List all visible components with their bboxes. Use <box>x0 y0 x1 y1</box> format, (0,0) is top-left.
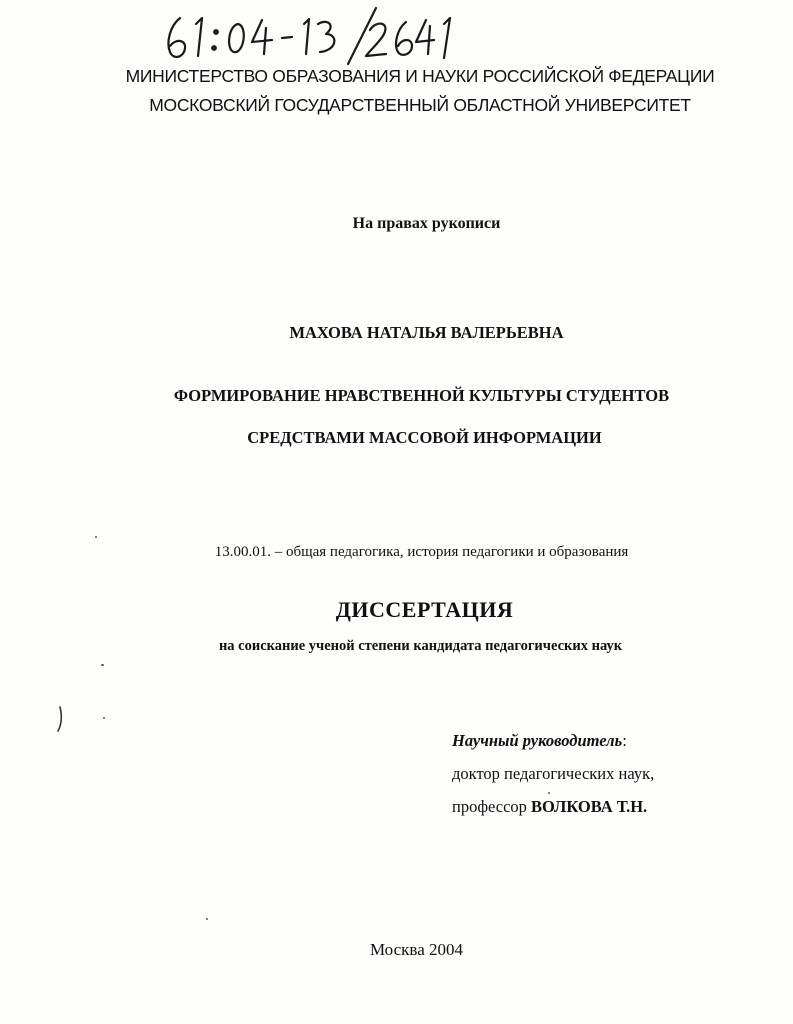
supervisor-block <box>452 724 654 823</box>
manuscript-note: На правах рукописи <box>352 215 501 232</box>
city-year: Москва 2004 <box>369 940 464 959</box>
author-name: МАХОВА НАТАЛЬЯ ВАЛЕРЬЕВНА <box>289 323 564 342</box>
supervisor-name: ВОЛКОВА Т.Н. <box>531 797 648 816</box>
scan-mark <box>56 706 64 732</box>
document-type-heading: ДИССЕРТАЦИЯ <box>335 597 514 622</box>
supervisor-label-line <box>452 724 654 757</box>
scan-speck <box>206 918 208 920</box>
supervisor-colon: : <box>622 731 627 750</box>
supervisor-name-line <box>452 790 654 823</box>
university-name: МОСКОВСКИЙ ГОСУДАРСТВЕННЫЙ ОБЛАСТНОЙ УНИВЕРСИТЕТ <box>149 95 691 115</box>
ministry-name: МИНИСТЕРСТВО ОБРАЗОВАНИЯ И НАУКИ РОССИЙСКОЙ ФЕДЕРАЦИИ <box>125 66 715 86</box>
scan-speck <box>101 664 104 666</box>
supervisor-degree: доктор педагогических наук, <box>452 764 655 783</box>
thesis-title-line-1: ФОРМИРОВАНИЕ НРАВСТВЕННОЙ КУЛЬТУРЫ СТУДЕНТОВ <box>173 386 670 405</box>
degree-statement: на соискание ученой степени кандидата педагогических наук <box>218 638 623 654</box>
scan-speck <box>95 536 97 538</box>
thesis-title-line-2: СРЕДСТВАМИ МАССОВОЙ ИНФОРМАЦИИ <box>247 428 602 447</box>
scan-speck <box>548 792 550 794</box>
supervisor-title: профессор <box>452 797 532 816</box>
specialty-code: 13.00.01. – общая педагогика, история педагогики и образования <box>214 544 629 560</box>
handwritten-archive-number <box>158 2 458 68</box>
supervisor-label: Научный руководитель <box>452 731 623 750</box>
scan-speck <box>103 717 105 719</box>
